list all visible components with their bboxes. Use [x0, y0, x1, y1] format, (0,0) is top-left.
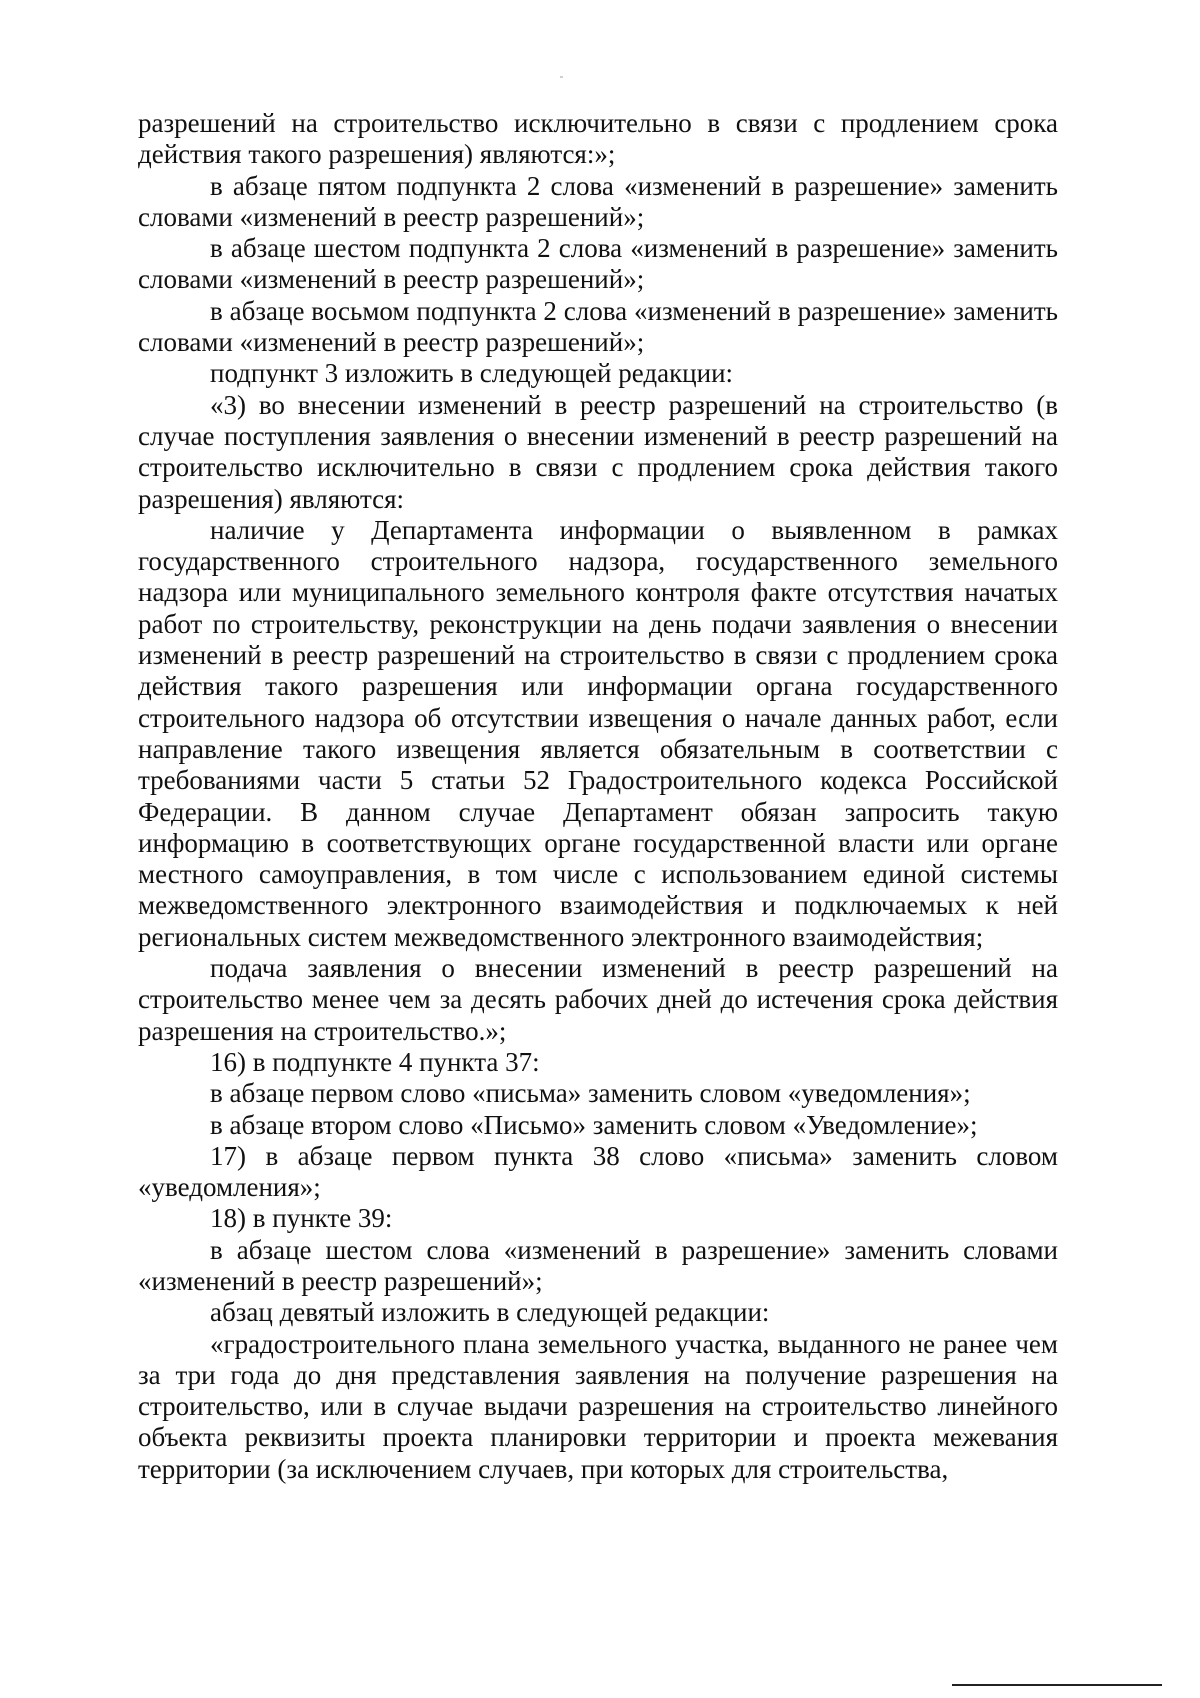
paragraph-15: абзац девятый изложить в следующей редакции:: [210, 1297, 770, 1328]
paragraph-2: в абзаце пятом подпункта 2 слова «изменений в разрешение» заменить словами «изменений в реестр разрешений»;: [138, 170, 1058, 232]
paragraph-8: подача заявления о внесении изменений в реестр разрешений на строительство менее чем за десять рабочих дней до истечения срока действия разрешения на строительство.»;: [138, 953, 1058, 1046]
scan-artifact: [560, 76, 563, 78]
paragraph-5: подпункт 3 изложить в следующей редакции:: [210, 358, 734, 389]
document-page: [138, 108, 1058, 1485]
paragraph-13: 18) в пункте 39:: [210, 1203, 393, 1234]
paragraph-1: разрешений на строительство исключительно в связи с продлением срока действия такого разрешения) являются:»;: [138, 108, 1058, 170]
paragraph-3: в абзаце шестом подпункта 2 слова «изменений в разрешение» заменить словами «изменений в реестр разрешений»;: [138, 233, 1058, 295]
paragraph-9: 16) в подпункте 4 пункта 37:: [210, 1046, 540, 1077]
paragraph-6: «3) во внесении изменений в реестр разрешений на строительство (в случае поступления заявления о внесении изменений в реестр разрешений на строительство исключительно в связи с продлением срока действия такого разрешения) являются:: [138, 389, 1058, 514]
paragraph-12: 17) в абзаце первом пункта 38 слово «письма» заменить словом «уведомления»;: [138, 1140, 1058, 1203]
paragraph-14: в абзаце шестом слова «изменений в разрешение» заменить словами «изменений в реестр разрешений»;: [138, 1234, 1058, 1296]
paragraph-11: в абзаце втором слово «Письмо» заменить словом «Уведомление»;: [210, 1109, 978, 1140]
scan-edge-line: [952, 1684, 1162, 1686]
paragraph-16: «градостроительного плана земельного участка, выданного не ранее чем за три года до дня представления заявления на получение разрешения на строительство, или в случае выдачи разрешения на строительство линейного объекта реквизиты проекта планировки территории и проекта межевания территории (за исключением случаев, при которых для строительства,: [138, 1328, 1058, 1484]
paragraph-7: наличие у Департамента информации о выявленном в рамках государственного строительного надзора, государственного земельного надзора или муниципального земельного контроля факте отсутствия начатых работ по строительству, реконструкции на день подачи заявления о внесении изменений в реестр разрешений на строительство в связи с продлением срока действия такого разрешения или информации органа государственного строительного надзора об отсутствии извещения о начале данных работ, если направление такого извещения является обязательным в соответствии с требованиями части 5 статьи 52 Градостроительного кодекса Российской Федерации. В данном случае Департамент обязан запросить такую информацию в соответствующих органе государственной власти или органе местного самоуправления, в том числе с использованием единой системы межведомственного электронного взаимодействия и подключаемых к ней региональных систем межведомственного электронного взаимодействия;: [138, 514, 1058, 952]
paragraph-4: в абзаце восьмом подпункта 2 слова «изменений в разрешение» заменить словами «изменений в реестр разрешений»;: [138, 295, 1058, 358]
paragraph-10: в абзаце первом слово «письма» заменить словом «уведомления»;: [210, 1078, 971, 1109]
